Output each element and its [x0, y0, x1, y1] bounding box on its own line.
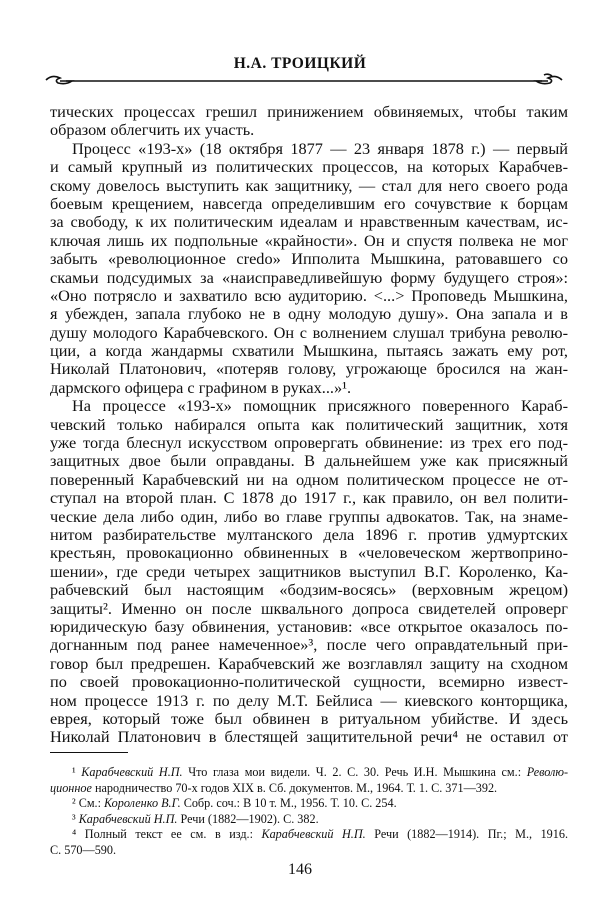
footnote-line [50, 827, 568, 843]
text-line: я убежден, запала глубоко не в одну молодую душу». Она запала и в [50, 304, 568, 324]
text-line: поверенный Карабчевский ни на одном политическом процессе не от- [50, 469, 568, 489]
text-line: нитом разбирательстве мултанского дела 1896 г. против удмуртских [50, 524, 568, 544]
text-line: На процессе «193-х» помощник присяжного поверенного Караб- [72, 396, 568, 416]
footnote-text: Речи (1882—1902). С. 382. [177, 811, 319, 826]
footnote-text: Речи (1882—1914). Пг.; М., 1916. [365, 827, 568, 842]
text-line: за свободу, к их политическим идеалам и нравственным качествам, ис- [50, 212, 568, 232]
footnote-text: ² См.: [72, 796, 105, 811]
text-line: защитных двое были оправданы. В дальнейшем уже как присяжный [50, 451, 568, 471]
text-line: образом облегчить их участь. [50, 120, 255, 140]
text-line: скому довелось выступить как защитнику, — стал для него своего рода [50, 175, 568, 195]
footnote-line [50, 796, 568, 812]
footnotes [50, 765, 568, 859]
text-line: уже тогда блеснул искусством опровергать обвинение: из трех его под- [50, 433, 568, 453]
header-ornament-rule [44, 72, 564, 86]
footnote-text: ³ [72, 811, 79, 826]
text-line: «Оно потрясло и захватило всю аудиторию. <...> Проповедь Мышкина, [50, 285, 568, 305]
footnote-italic-text: Карабчевский Н.П. [78, 811, 178, 826]
running-header: Н.А. ТРОИЦКИЙ [233, 55, 367, 72]
footnote-text: ¹ [72, 765, 82, 779]
text-line: скамьи подсудимых за «наисправедливейшую форму будущего строя»: [50, 267, 568, 287]
text-line: крестьян, провокационно обвиненных в «человеческом жертвоприно- [50, 543, 568, 563]
footnote-line [50, 765, 568, 781]
text-line: боевым крещением, навсегда определившим его сочувствие к борцам [50, 193, 568, 213]
footnote-text: ⁴ Полный текст ее см. в изд.: [72, 827, 262, 842]
text-line: и самый крупный из политических процессов, на которых Карабчев- [50, 157, 568, 177]
footnote-text: народничество 70-х годов XIX в. Сб. документов. М., 1964. Т. 1. С. 371—392. [91, 780, 498, 795]
text-line: Николай Платонович в блестящей защитительной речи⁴ не оставил от [50, 727, 568, 747]
text-line: юридическую базу обвинения, установив: «все открытое оказалось по- [50, 616, 568, 636]
main-text [50, 103, 568, 747]
text-line: ключая лишь их подпольные «крайности». Он и спустя полвека не мог [50, 230, 568, 250]
text-line: еврея, который тоже был обвинен в ритуальном убийстве. И здесь [50, 708, 568, 728]
footnote-separator [50, 752, 128, 753]
footnote-italic-text: Короленко В.Г. [104, 796, 181, 811]
text-line: догнанным под ранее намеченное»³, после чего оправдательный при- [50, 635, 568, 655]
text-line: ции, а когда жандармы схватили Мышкина, пытаясь зажать ему рот, [50, 341, 568, 361]
text-line: душу молодого Карабчевского. Он с волнением слушал трибуна револю- [50, 322, 568, 342]
text-line: Процесс «193-х» (18 октября 1877 — 23 января 1878 г.) — первый [72, 138, 568, 158]
footnote-italic-text: Карабчевский Н.П. [81, 765, 183, 779]
text-line: ступал на второй план. С 1878 до 1917 г., как правило, он вел полити- [50, 488, 568, 508]
footnote-italic-text: ционное [50, 780, 92, 795]
footnote-italic-text: Карабчевский Н.П. [261, 827, 366, 842]
text-line: говор был предрешен. Карабчевский же возглавлял защиту на сходном [50, 653, 568, 673]
text-line: ческие дела либо один, либо во главе группы адвокатов. Так, на знаме- [50, 506, 568, 526]
text-line: Николай Платонович, «потеряв голову, угрожающе бросился на жан- [50, 359, 568, 379]
text-line: дармского офицера с графином в руках...»¹. [50, 377, 352, 397]
footnote-text: Что глаза мои видели. Ч. 2. С. 30. Речь И.Н. Мышкина см.: [182, 765, 527, 779]
text-line: шении», где среди четырех защитников выступил В.Г. Короленко, Ка- [50, 561, 568, 581]
text-line: забыть «революционное credo» Ипполита Мышкина, ратовавшего со [50, 249, 568, 269]
footnote-line [50, 812, 568, 828]
text-line: рабчевский был настоящим «бодзим-восясь» (верховным жрецом) [50, 580, 568, 600]
text-line: защиты². Именно он после шквального допроса свидетелей опроверг [50, 598, 568, 618]
text-line: чевский только набирался опыта как политический защитник, хотя [50, 414, 568, 434]
text-line: ном процессе 1913 г. по делу М.Т. Бейлиса — киевского конторщика, [50, 690, 568, 710]
text-line: по своей провокационно-политической сущности, всемирно извест- [50, 672, 568, 692]
text-line: тических процессах грешил принижением обвиняемых, чтобы таким [50, 102, 568, 121]
footnote-line [50, 781, 568, 797]
footnote-text: С. 570—590. [50, 842, 117, 857]
footnote-text: Собр. соч.: В 10 т. М., 1956. Т. 10. С. 254. [180, 796, 397, 811]
page-number: 146 [288, 861, 312, 878]
footnote-line [50, 843, 568, 859]
footnote-italic-text: Револю- [526, 765, 569, 779]
